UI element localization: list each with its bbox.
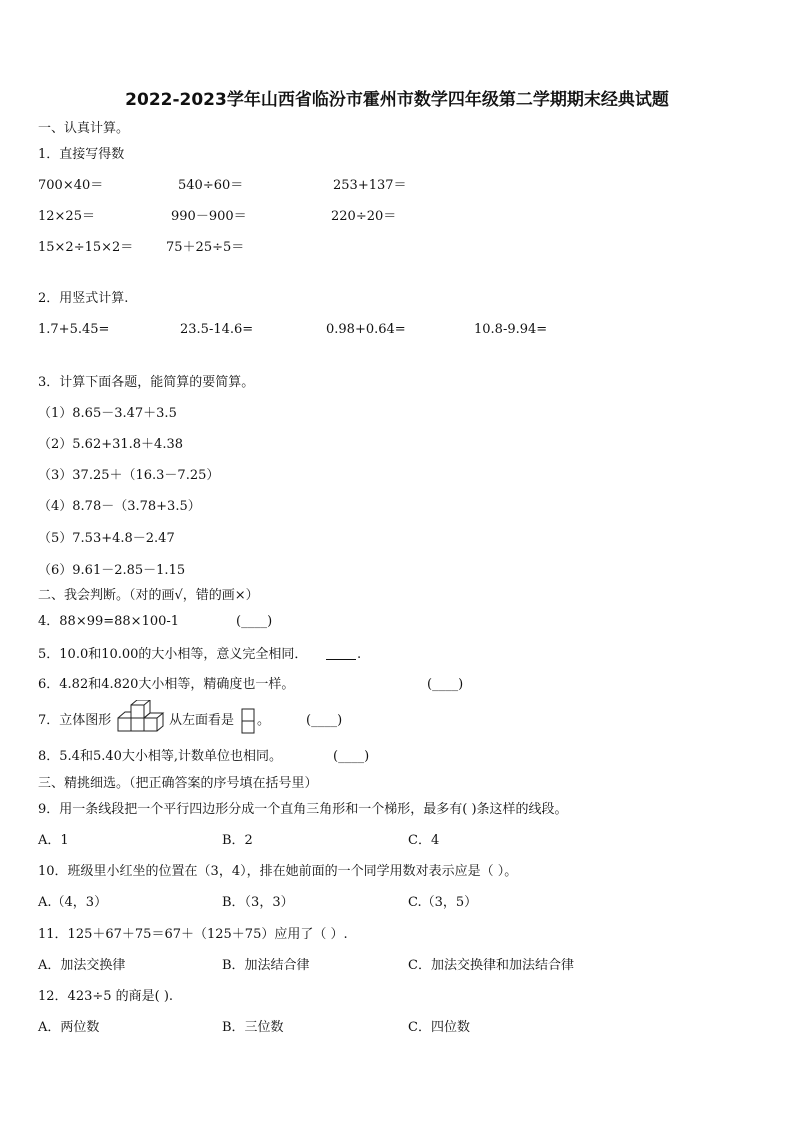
q2-item: 1.7+5.45= bbox=[38, 322, 110, 337]
q1-item: 75＋25÷5＝ bbox=[166, 240, 245, 255]
option-a: A．1 bbox=[38, 833, 69, 848]
cube-stack-figure bbox=[115, 700, 169, 736]
question-stem: 9．用一条线段把一个平行四边形分成一个直角三角形和一个梯形，最多有( )条这样的线段。 bbox=[38, 802, 568, 817]
q6-text: 6．4.82和4.820大小相等，精确度也一样。 bbox=[38, 677, 295, 692]
q5-text: 5．10.0和10.00的大小相等，意义完全相同． bbox=[38, 647, 308, 662]
option-b: B．（3，3） bbox=[222, 895, 294, 910]
q7-text-before: 7．立体图形 bbox=[38, 713, 112, 728]
option-c: C．加法交换律和加法结合律 bbox=[408, 958, 574, 973]
q1-item: 220÷20＝ bbox=[331, 209, 397, 224]
section1-heading: 一、认真计算。 bbox=[38, 121, 130, 136]
option-b: B．加法结合律 bbox=[222, 958, 310, 973]
option-a: A．两位数 bbox=[38, 1020, 100, 1035]
question-stem: 10．班级里小红坐的位置在（3，4），排在她前面的一个同学用数对表示应是（ ）。 bbox=[38, 864, 518, 879]
q1-label: 1．直接写得数 bbox=[38, 147, 125, 162]
q3-item: （4）8.78－（3.78+3.5） bbox=[38, 499, 201, 514]
q7-text-mid: 从左面看是 bbox=[169, 713, 235, 728]
q1-item: 12×25＝ bbox=[38, 209, 95, 224]
left-view-figure bbox=[240, 708, 256, 734]
q4-text: 4．88×99=88×100-1 bbox=[38, 614, 180, 629]
q7-blank: (____) bbox=[306, 713, 343, 728]
q2-item: 0.98+0.64= bbox=[326, 322, 406, 337]
question-stem: 11．125＋67＋75＝67＋（125＋75）应用了（ ）. bbox=[38, 927, 348, 942]
q3-item: （6）9.61－2.85－1.15 bbox=[38, 563, 186, 578]
option-b: B．三位数 bbox=[222, 1020, 284, 1035]
q1-item: 15×2÷15×2＝ bbox=[38, 240, 134, 255]
option-c: C．四位数 bbox=[408, 1020, 470, 1035]
q3-item: （1）8.65－3.47＋3.5 bbox=[38, 406, 177, 421]
option-a: A.（4，3） bbox=[38, 895, 108, 910]
q5-tail: . bbox=[357, 647, 362, 662]
q2-item: 10.8-9.94= bbox=[474, 322, 548, 337]
section3-heading: 三、精挑细选。（把正确答案的序号填在括号里） bbox=[38, 776, 318, 791]
q1-item: 253+137＝ bbox=[333, 178, 407, 193]
question-stem: 12．423÷5 的商是( ). bbox=[38, 989, 174, 1004]
q1-item: 990－900＝ bbox=[171, 209, 247, 224]
page-title: 2022-2023学年山西省临汾市霍州市数学四年级第二学期期末经典试题 bbox=[125, 90, 669, 110]
section2-heading: 二、我会判断。（对的画√，错的画×） bbox=[38, 588, 259, 603]
option-c: C.（3，5） bbox=[408, 895, 478, 910]
q5-answer-line bbox=[326, 647, 356, 660]
q8-blank: (____) bbox=[333, 749, 370, 764]
q1-item: 540÷60＝ bbox=[178, 178, 244, 193]
q4-blank: (____) bbox=[236, 614, 273, 629]
q3-item: （3）37.25＋（16.3－7.25） bbox=[38, 468, 220, 483]
q2-label: 2．用竖式计算. bbox=[38, 291, 129, 306]
option-a: A．加法交换律 bbox=[38, 958, 126, 973]
option-b: B．2 bbox=[222, 833, 253, 848]
q3-item: （5）7.53+4.8－2.47 bbox=[38, 531, 175, 546]
option-c: C．4 bbox=[408, 833, 440, 848]
q1-item: 700×40＝ bbox=[38, 178, 104, 193]
q7-text-after: 。 bbox=[257, 713, 271, 728]
q2-item: 23.5-14.6= bbox=[180, 322, 254, 337]
q8-text: 8．5.4和5.40大小相等,计数单位也相同。 bbox=[38, 749, 283, 764]
q3-label: 3．计算下面各题，能简算的要简算。 bbox=[38, 375, 255, 390]
q6-blank: (____) bbox=[427, 677, 464, 692]
q3-item: （2）5.62+31.8＋4.38 bbox=[38, 437, 183, 452]
